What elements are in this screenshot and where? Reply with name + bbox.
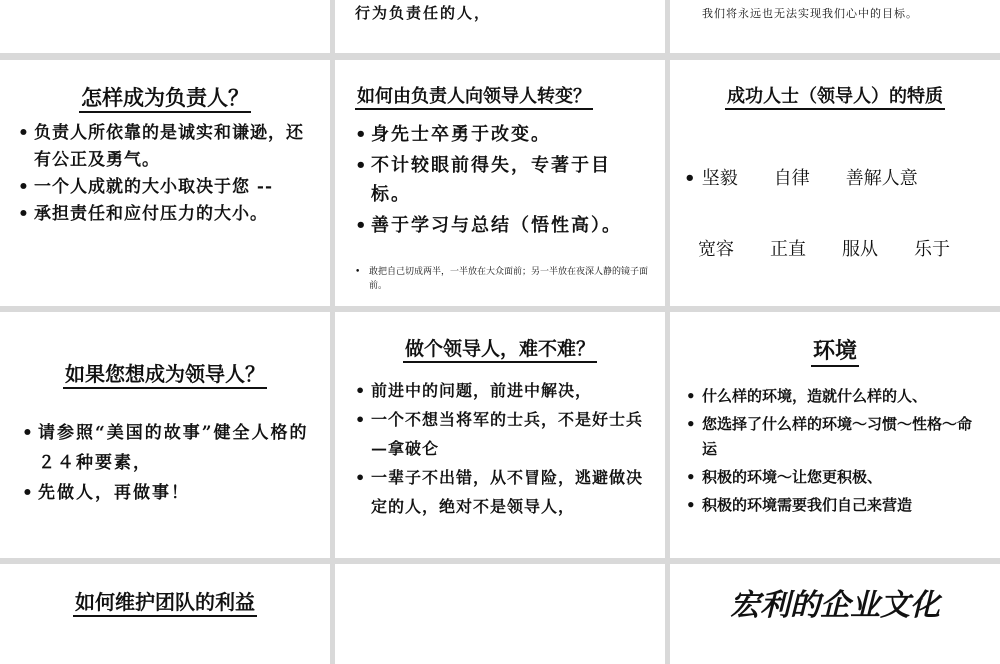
- bullet-item: • 什么样的环境，造就什么样的人、: [686, 384, 986, 409]
- bullet-list: [22, 418, 312, 508]
- slide-top-right[interactable]: [670, 0, 1000, 53]
- bullet-item: • 不计较眼前得失，专著于目标。: [355, 151, 640, 209]
- bullet-item: • 您选择了什么样的环境～习惯～性格～命运: [686, 412, 986, 462]
- slide-want-to-be-leader[interactable]: [0, 312, 330, 558]
- bullet-list: [355, 376, 645, 521]
- slide-bottom-middle[interactable]: [335, 564, 665, 664]
- bullet-item: • 身先士卒勇于改变。: [355, 120, 640, 149]
- slide-top-middle-text: 行为负责任的人，: [355, 4, 492, 22]
- bullet-item: • 积极的环境～让您更积极、: [686, 465, 986, 490]
- bullet-item: • 一个不想当将军的士兵，不是好士兵—拿破仑: [355, 405, 645, 463]
- slide-corporate-culture[interactable]: [670, 564, 1000, 664]
- bullet-item: • 一个人成就的大小取决于您 --: [18, 174, 310, 201]
- bullet-item: • 负责人所依靠的是诚实和谦逊，还有公正及勇气。: [18, 120, 310, 174]
- trait-line: • 坚毅 自律 善解人意: [684, 168, 918, 189]
- slide-is-leadership-hard[interactable]: [335, 312, 665, 558]
- footnote: • 敢把自己切成两半，一半放在大众面前；另一半放在夜深人静的镜子面前。: [355, 267, 649, 291]
- bullet-item: • 前进中的问题，前进中解决，: [355, 376, 645, 405]
- slide-top-right-text: 我们将永远也无法实现我们心中的目标。: [702, 7, 918, 20]
- slide-title: 成功人士（领导人）的特质: [670, 82, 1000, 108]
- slide-how-to-be-responsible[interactable]: [0, 60, 330, 306]
- trait-line: 宽容 正直 服从 乐于: [698, 238, 950, 260]
- slide-title: 如何维护团队的利益: [0, 586, 330, 615]
- bullet-item: • 先做人，再做事！: [22, 478, 312, 508]
- bullet-item: • 请参照“美国的故事”健全人格的２４种要素，: [22, 418, 312, 478]
- slide-top-middle[interactable]: [335, 0, 665, 53]
- slide-responsible-to-leader[interactable]: [335, 60, 665, 306]
- slide-top-left[interactable]: [0, 0, 330, 53]
- bullet-list: [18, 120, 310, 228]
- bullet-item: • 积极的环境需要我们自己来营造: [686, 493, 986, 518]
- slide-success-traits[interactable]: [670, 60, 1000, 306]
- traits-list: [684, 120, 994, 306]
- bullet-item: • 善于学习与总结（悟性高）。: [355, 211, 640, 240]
- bullet-item: • 承担责任和应付压力的大小。: [18, 201, 310, 228]
- slide-title: 如何由负责人向领导人转变？: [355, 82, 665, 108]
- bullet-item: • 一辈子不出错，从不冒险，逃避做决定的人，绝对不是领导人，: [355, 463, 645, 521]
- slide-title: 环境: [670, 334, 1000, 365]
- bullet-list: [686, 384, 986, 518]
- slide-title: 做个领导人，难不难？: [335, 334, 665, 361]
- slide-title: 怎样成为负责人？: [0, 82, 330, 112]
- slide-title: 如果您想成为领导人？: [0, 358, 330, 387]
- slide-team-interest[interactable]: [0, 564, 330, 664]
- slide-title: 宏利的企业文化: [730, 588, 940, 623]
- slide-environment[interactable]: [670, 312, 1000, 558]
- bullet-list: [355, 120, 640, 240]
